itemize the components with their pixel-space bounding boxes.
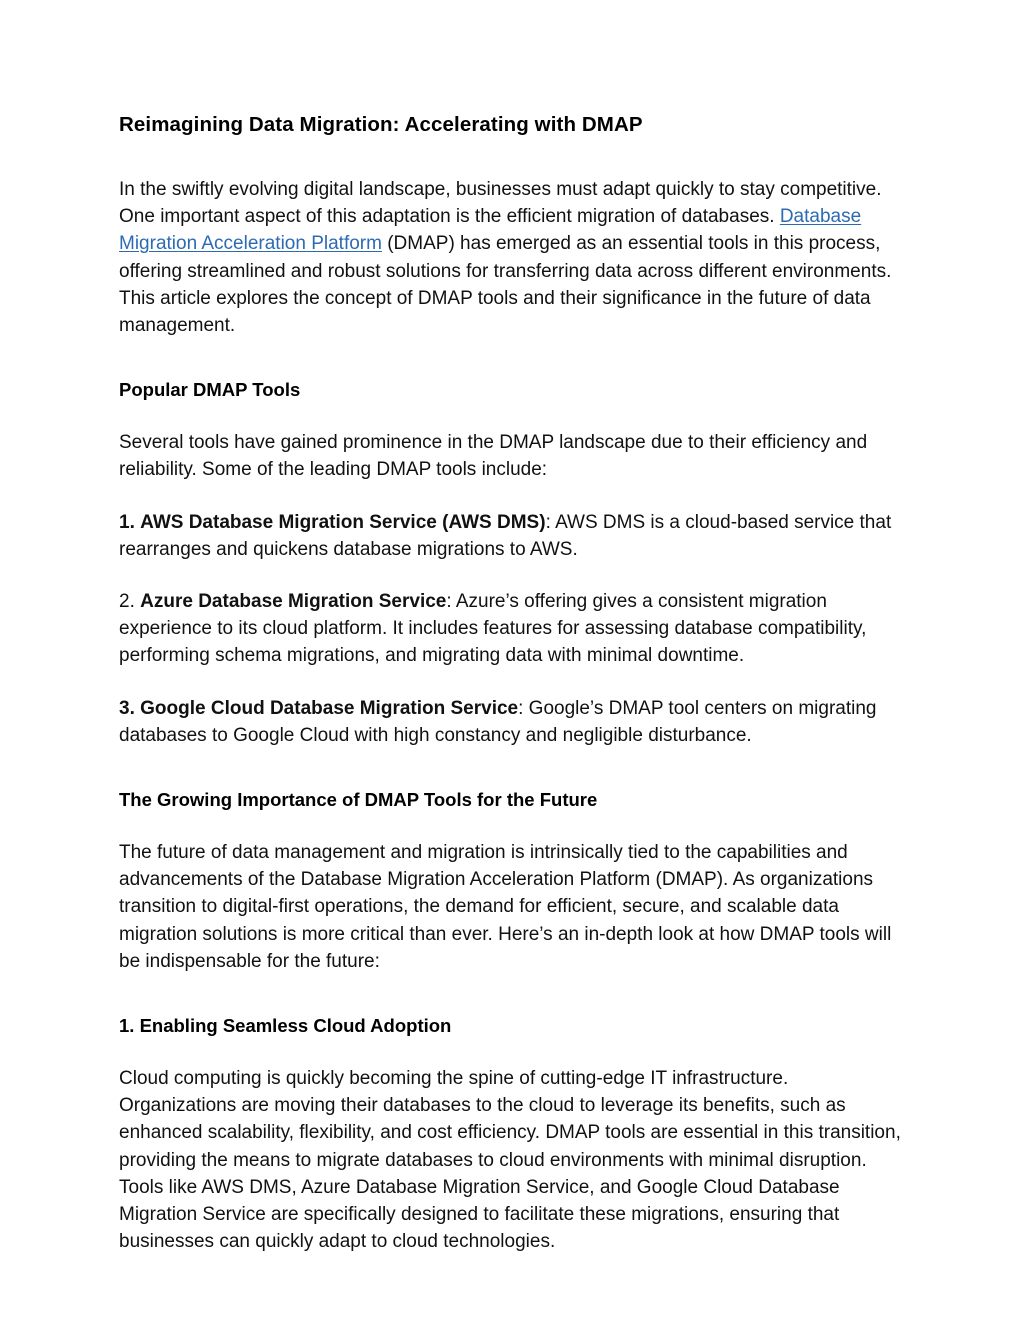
tool-item-name: AWS Database Migration Service (AWS DMS): [140, 511, 546, 533]
tool-list-item: [119, 588, 906, 670]
document-content: [119, 112, 906, 1280]
dmap-platform-link[interactable]: Database Migration Acceleration Platform: [119, 206, 862, 255]
intro-paragraph: [119, 176, 906, 339]
tool-list-item: [119, 509, 906, 563]
page-title: Reimagining Data Migration: Accelerating with DMAP: [119, 113, 643, 136]
intro-text-after-link: (DMAP) has emerged as an essential tools in this process, offering streamlined and robust solutions for transferring data across different environments. This article explores the concept of DMAP tools and their significance in the future of data management.: [119, 233, 892, 337]
growing-importance-paragraph: The future of data management and migration is intrinsically tied to the capabilities and advancements of the Database Migration Acceleration Platform (DMAP). As organizations transition to digital-first operations, the demand for efficient, secure, and scalable data migration solutions is more critical than ever. Here’s an in-depth look at how DMAP tools will be indispensable for the future:: [119, 842, 892, 972]
tool-item-number: 1.: [119, 511, 135, 533]
cloud-adoption-paragraph: Cloud computing is quickly becoming the spine of cutting-edge IT infrastructure. Organizations are moving their databases to the cloud to leverage its benefits, such as enhanced scalability, flexibility, and cost efficiency. DMAP tools are essential in this transition, providing the means to migrate databases to cloud environments with minimal disruption. Tools like AWS DMS, Azure Database Migration Service, and Google Cloud Database Migration Service are specifically designed to facilitate these migrations, ensuring that businesses can quickly adapt to cloud technologies.: [119, 1068, 901, 1253]
tool-list-item: [119, 695, 906, 749]
heading-growing-importance: The Growing Importance of DMAP Tools for the Future: [119, 789, 598, 811]
tool-item-number: 2.: [119, 591, 135, 613]
tool-item-description: : AWS DMS is a cloud-based service that rearranges and quickens database migrations to AWS.: [119, 511, 892, 560]
section-spacer: [119, 774, 906, 787]
tool-item-number: 3.: [119, 697, 135, 719]
section-spacer: [119, 364, 906, 377]
popular-tools-intro-paragraph: Several tools have gained prominence in the DMAP landscape due to their efficiency and reliability. Some of the leading DMAP tools include:: [119, 432, 868, 481]
tool-item-name: Google Cloud Database Migration Service: [140, 697, 519, 719]
heading-popular-dmap-tools: Popular DMAP Tools: [119, 379, 301, 401]
heading-enabling-seamless-cloud-adoption: 1. Enabling Seamless Cloud Adoption: [119, 1015, 452, 1037]
tool-item-description: : Azure’s offering gives a consistent migration experience to its cloud platform. It includes features for assessing database compatibility, performing schema migrations, and migrating data with minimal downtime.: [119, 591, 867, 667]
intro-text-before-link: In the swiftly evolving digital landscape, businesses must adapt quickly to stay competitive. One important aspect of this adaptation is the efficient migration of databases.: [119, 179, 882, 228]
tool-item-name: Azure Database Migration Service: [140, 591, 447, 613]
tool-item-description: : Google’s DMAP tool centers on migrating databases to Google Cloud with high constancy and negligible disturbance.: [119, 697, 877, 746]
section-spacer: [119, 1000, 906, 1013]
